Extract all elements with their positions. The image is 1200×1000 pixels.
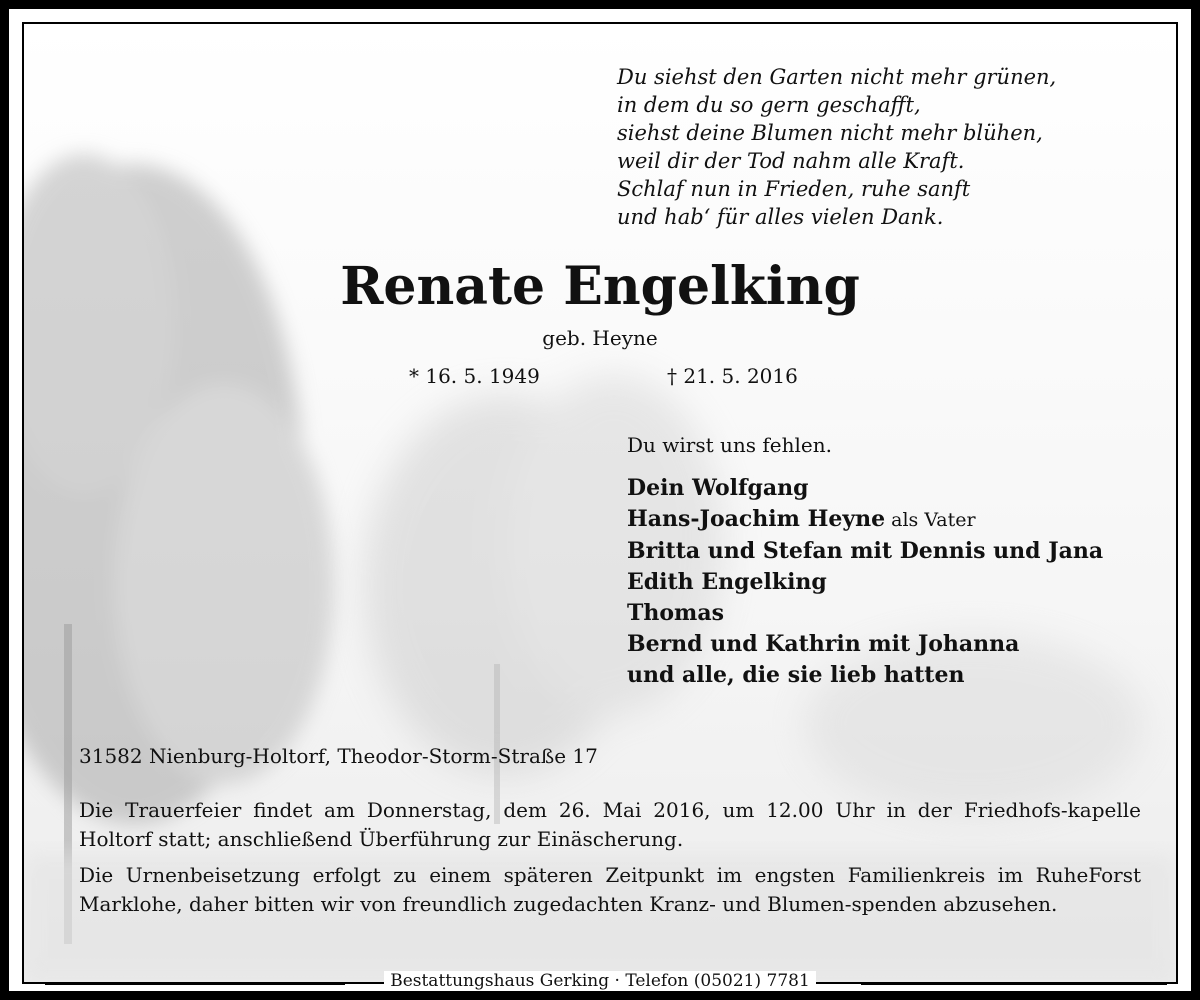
mourner-name: Thomas [627,600,724,626]
address: 31582 Nienburg-Holtorf, Theodor-Storm-Straße 17 [79,744,598,768]
funeral-service-text: Die Trauerfeier findet am Donnerstag, dem 26. Mai 2016, um 12.00 Uhr in der Friedhofs-kapelle Holtorf statt; anschließend Überführung zur Einäscherung. [79,798,1141,851]
poem-line: siehst deine Blumen nicht mehr blühen, [617,121,1043,145]
mourner [627,473,1103,504]
urn-burial-text: Die Urnenbeisetzung erfolgt zu einem späteren Zeitpunkt im engsten Familienkreis im RuheForst Marklohe, daher bitten wir von freundlich zugedachten Kranz- und Blumen-spenden abzusehen. [79,863,1141,916]
mourner-name: und alle, die sie lieb hatten [627,662,965,688]
death-date: † 21. 5. 2016 [667,364,798,388]
mourner [627,660,1103,691]
mourner-name: Bernd und Kathrin mit Johanna [627,631,1020,657]
mourner [627,567,1103,598]
funeral-home-contact: Bestattungshaus Gerking · Telefon (05021) 7781 [384,971,816,991]
mourner-name: Dein Wolfgang [627,475,809,501]
mourner [627,598,1103,629]
mourner-name: Britta und Stefan mit Dennis und Jana [627,538,1104,564]
mourner-name: Hans-Joachim Heyne [627,506,886,532]
mourner [627,504,1103,536]
poem-line: Schlaf nun in Frieden, ruhe sanft [617,177,971,201]
poem [617,63,1056,231]
mourner-relation: als Vater [891,509,976,531]
poem-line: in dem du so gern geschafft, [617,93,921,117]
mourners-list [627,473,1103,691]
mourner-name: Edith Engelking [627,569,827,595]
mourner [627,629,1103,660]
poem-line: und hab‘ für alles vielen Dank. [617,205,944,229]
farewell-line: Du wirst uns fehlen. [627,433,832,457]
poem-line: weil dir der Tod nahm alle Kraft. [617,149,965,173]
footer [9,970,1191,992]
mourner [627,536,1103,567]
birth-date: * 16. 5. 1949 [409,364,540,388]
maiden-name: geb. Heyne [542,326,658,350]
poem-line: Du siehst den Garten nicht mehr grünen, [617,65,1057,89]
deceased-name: Renate Engelking [340,256,860,317]
